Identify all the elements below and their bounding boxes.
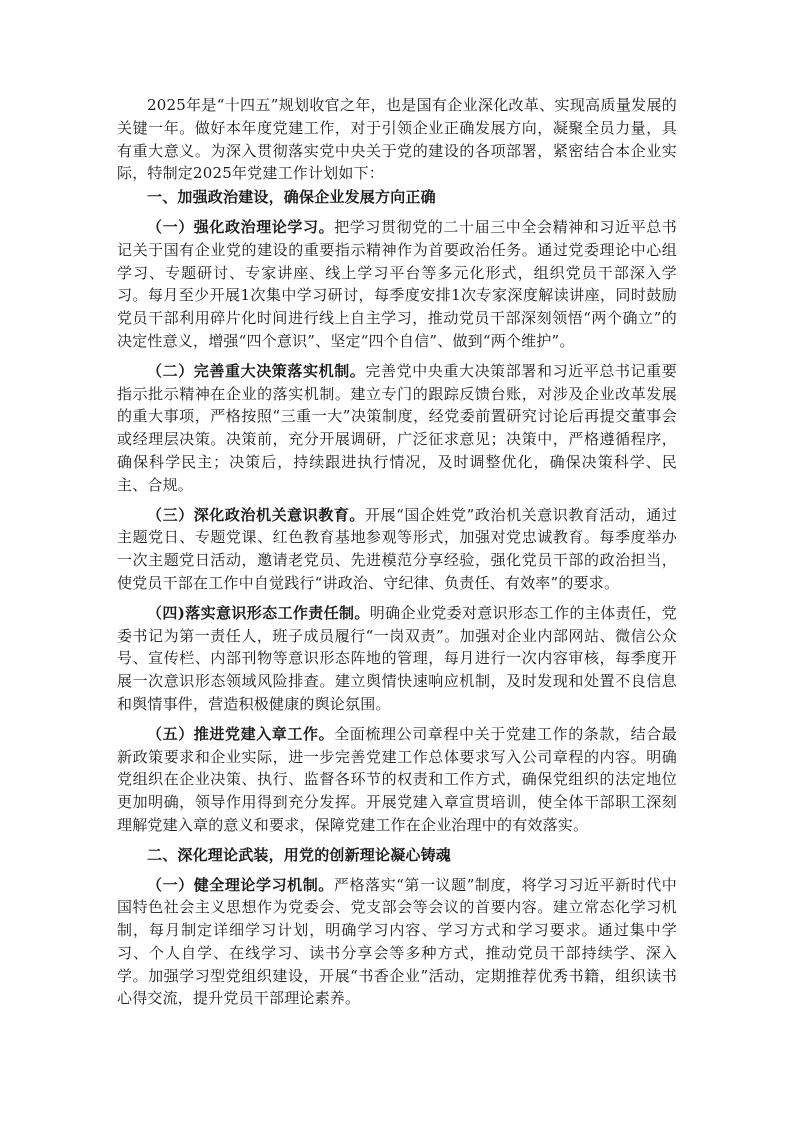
section-2-item-1-title: （一）健全理论学习机制。 [147, 875, 334, 894]
section-1-item-5-body: 全面梳理公司章程中关于党建工作的条款，结合最新政策要求和企业实际，进一步完善党建工作总体要求写入公司章程的内容。明确党组织在企业决策、执行、监督各环节的权责和工作方式，确保党组织的法定地位更加明确，领导作用得到充分发挥。开展党建入章宣贯培训，使全体干部职工深刻理解党建入章的意义和要求，保障党建工作在企业治理中的有效落实。 [117, 724, 677, 834]
section-1-item-4-title: （四)落实意识形态工作责任制。 [147, 603, 370, 622]
section-1-item-3-body: 开展“国企姓党”政治机关意识教育活动，通过主题党日、专题党课、红色教育基地参观等形式，加强对党忠诚教育。每季度举办一次主题党日活动，邀请老党员、先进模范分享经验，强化党员干部的政治担当，使党员干部在工作中自觉践行“讲政治、守纪律、负责任、有效率”的要求。 [117, 505, 677, 592]
section-1-item-4 [117, 602, 677, 716]
section-1-item-1-title: （一）强化政治理论学习。 [147, 217, 335, 236]
section-1-item-3 [117, 504, 677, 595]
section-2-item-1-body: 严格落实“第一议题”制度，将学习习近平新时代中国特色社会主义思想作为党委会、党支部会等会议的首要内容。建立常态化学习机制，每月制定详细学习计划，明确学习内容、学习方式和学习要求。通过集中学习、个人自学、在线学习、读书分享会等多种方式，推动党员干部持续学、深入学。加强学习型党组织建设，开展“书香企业”活动，定期推荐优秀书籍，组织读书心得交流，提升党员干部理论素养。 [117, 875, 677, 1008]
section-1-item-4-body: 明确企业党委对意识形态工作的主体责任，党委书记为第一责任人，班子成员履行“一岗双责”。加强对企业内部网站、微信公众号、宣传栏、内部刊物等意识形态阵地的管理，每月进行一次内容审核，每季度开展一次意识形态领域风险排查。建立舆情快速响应机制，及时发现和处置不良信息和舆情事件，营造积极健康的舆论氛围。 [117, 603, 677, 713]
section-1-heading: 一、加强政治建设，确保企业发展方向正确 [147, 188, 436, 207]
section-1-item-5-title: （五）推进党建入章工作。 [147, 724, 335, 743]
section-1-item-1-body: 把学习贯彻党的二十届三中全会精神和习近平总书记关于国有企业党的建设的重要指示精神作为首要政治任务。通过党委理论中心组学习、专题研讨、专家讲座、线上学习平台等多元化形式，组织党员干部深入学习。每月至少开展1次集中学习研讨，每季度安排1次专家深度解读讲座，同时鼓励党员干部利用碎片化时间进行线上自主学习，推动党员干部深刻领悟“两个确立”的决定性意义，增强“四个意识”、坚定“四个自信”、做到“两个维护”。 [117, 217, 677, 350]
section-1-item-2-body: 完善党中央重大决策部署和习近平总书记重要指示批示精神在企业的落实机制。建立专门的跟踪反馈台账，对涉及企业改革发展的重大事项，严格按照“三重一大”决策制度，经党委前置研究讨论后再提交董事会或经理层决策。决策前，充分开展调研，广泛征求意见；决策中，严格遵循程序，确保科学民主；决策后，持续跟进执行情况，及时调整优化，确保决策科学、民主、合规。 [117, 361, 677, 494]
section-1-item-2 [117, 360, 677, 497]
section-2-item-1 [117, 874, 677, 1011]
section-1-item-3-title: （三）深化政治机关意识教育。 [147, 505, 366, 524]
intro-paragraph: 2025年是“十四五”规划收官之年，也是国有企业深化改革、实现高质量发展的关键一年。做好本年度党建工作，对于引领企业正确发展方向，凝聚全员力量，具有重大意义。为深入贯彻落实党中央关于党的建设的各项部署，紧密结合本企业实际，特制定2025年党建工作计划如下： [117, 96, 677, 183]
section-1-item-1 [117, 216, 677, 353]
section-1-item-5 [117, 723, 677, 837]
section-1-item-2-title: （二）完善重大决策落实机制。 [147, 361, 366, 380]
section-2-heading: 二、深化理论武装，用党的创新理论凝心铸魂 [147, 845, 452, 864]
